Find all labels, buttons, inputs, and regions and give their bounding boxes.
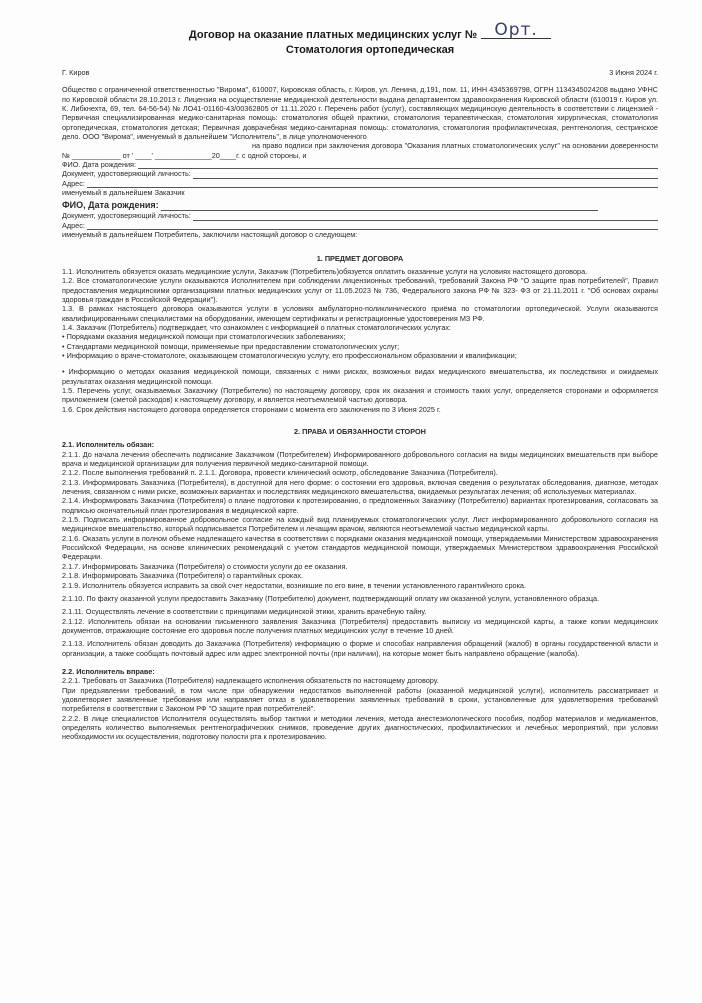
clause-2-1-13: 2.1.13. Исполнитель обязан доводить до Заказчика (Потребителя) информацию о форме и способах направления обращений (жалоб) в органы государственной власти и организации, а также сообщать почтовый адрес или адрес электронной почты (при наличии), на которые может быть направлено обращение (жалоба).	[62, 639, 658, 658]
clause-2-1-4: 2.1.4. Информировать Заказчика (Потребителя) о плане подготовки к протезированию, о предложенных Заказчику (Потребителю) вариантах протезирования, согласовать за подписью окончательный план протезирования в медицинской карте.	[62, 496, 658, 515]
place-date-row	[62, 68, 658, 77]
clause-1-3: 1.3. В рамках настоящего договора оказываются услуги в условиях амбулаторно-поликлинического приёма по стоматологии ортопедической. Услуги оказываются квалифицированными специалистами на оборудовании, имеющем сертификаты и регистрационные удостоверения МЗ РФ.	[62, 304, 658, 323]
clause-1-5: 1.5. Перечень услуг, оказываемых Заказчику (Потребителю) по настоящему договору, срок их оказания и стоимость таких услуг, определяется сторонами и оформляется приложением (сметой расходов) к настоящему договору, и является неотъемлемой частью договора.	[62, 385, 658, 405]
spacer	[62, 360, 658, 367]
patient-document-line	[193, 212, 658, 221]
bullet-doctor-info: • Информацию о враче-стоматологе, оказывающем стоматологическую услугу, его профессиональном образовании и квалификации;	[62, 350, 517, 360]
patient-document-label: Документ, удостоверяющий личность:	[62, 211, 191, 221]
customer-role: именуемый в дальнейшем Заказчик	[62, 188, 185, 198]
patient-fio-line	[161, 202, 598, 211]
contract-subtitle: Стоматология ортопедическая	[285, 44, 455, 56]
bullet-procedures: • Порядками оказания медицинской помощи при стоматологических заболеваниях;	[62, 332, 346, 342]
clause-2-1-10: 2.1.10. По факту оказанной услуги предоставить Заказчику (Потребителю) документ, подтверждающий оплату им оказанной услуги, установленного образца.	[62, 593, 600, 603]
intro-paragraph: Общество с ограниченной ответственностью "Вирома", 610007, Кировская область, г. Киров, ул. Ленина, д.191, пом. 11, ИНН 4345369798, ОГРН 1134345024208 выдано УФНС по Кировской области 28.10.2013 г. Лицензия на осуществление медицинской деятельности выдана департаментом здравоохранения Кировской области (610019 г. Киров ул. К. Либкнехта, 69, тел. 64-56-54) № ЛО41-01160-43/00362805 от 11.11.2020 г. Перечень работ (услуг), составляющих медицинскую деятельность в соответствии с лицензией - Первичная специализированная медико-санитарная помощь: стоматология общей практики, стоматология терапевтическая, стоматология хирургическая, стоматология ортопедическая, стоматология детская; Первичная доврачебная медико-санитарная помощь: стоматология, стоматология профилактическая, рентгенология, сестринское дело. ООО "Вирома", именуемый в дальнейшем "Исполнитель", в лице уполномоченного	[62, 85, 658, 142]
clause-2-1-9: 2.1.9. Исполнитель обязуется исправить за свой счет недостатки, возникшие по его вине, в течении установленного гарантийного срока.	[62, 580, 527, 590]
section-2-heading: 2. ПРАВА И ОБЯЗАННОСТИ СТОРОН	[294, 427, 426, 436]
clause-2-1-7: 2.1.7. Информировать Заказчика (Потребителя) о стоимости услуги до ее оказания.	[62, 561, 348, 571]
customer-address-line	[87, 179, 658, 188]
clause-2-1-2: 2.1.2. После выполнения требований п. 2.1.1. Договора, провести клинический осмотр, обследование Заказчика (Потребителя).	[62, 468, 498, 478]
patient-fio-label: ФИО, Дата рождения:	[62, 200, 159, 211]
customer-address-label: Адрес:	[62, 178, 85, 188]
section-2-1-heading: 2.1. Исполнитель обязан:	[62, 440, 155, 450]
customer-fio-line	[138, 160, 658, 169]
section-1-heading: 1. ПРЕДМЕТ ДОГОВОРА	[316, 253, 404, 263]
customer-document-line	[193, 170, 658, 179]
clause-1-4: 1.4. Заказчик (Потребитель) подтверждает, что ознакомлен с информацией о платных стоматологических услугах:	[62, 322, 452, 332]
clause-1-1: 1.1. Исполнитель обязуется оказать медицинские услуги, Заказчик (Потребитель)обязуется оплатить оказанные услуги на условиях настоящего договора.	[62, 266, 588, 276]
customer-document-label: Документ, удостоверяющий личность:	[62, 169, 191, 179]
intro-authority: на право подписи при заключения договора "Оказания платных стоматологических услуг" на основании доверенности № ____________ от ' ____' ______________20____г. с одной стороны, и	[62, 141, 658, 160]
patient-fio-field	[62, 199, 658, 211]
clause-2-1-5: 2.1.5. Подписать информированное добровольное согласие на каждый вид планируемых стоматологических услуг. Лист информированного добровольного согласия на медицинское вмешательство, который подписывается Потребителем и лечащим врачом, являются неотъемлемой частью медицинской карты.	[62, 515, 658, 534]
patient-role: именуемый в дальнейшем Потребитель, заключили настоящий договор о следующем:	[62, 230, 358, 240]
patient-address-field	[62, 221, 658, 230]
clause-2-2-2: 2.2.2. В лице специалистов Исполнителя осуществлять выбор тактики и методики лечения, метода анестезиологического пособия, подбор материалов и медикаментов, определять количество выполняемых рентгенографических снимков, проведение других диагностических, профилактических и лечебных мероприятий, при условии необходимости их осуществления, подготовку полости рта к протезированию.	[62, 713, 658, 742]
patient-document-field	[62, 211, 658, 220]
contract-title-text: Договор на оказание платных медицинских услуг №	[188, 29, 478, 41]
contract-title	[82, 20, 658, 43]
clause-2-1-8: 2.1.8. Информировать Заказчика (Потребителя) о гарантийных сроках.	[62, 571, 303, 581]
customer-address-field	[62, 179, 658, 188]
bullet-standards: • Стандартами медицинской помощи, применяемые при предоставлении стоматологических услуг;	[62, 341, 400, 351]
clause-2-1-1: 2.1.1. До начала лечения обеспечить подписание Заказчиком (Потребителем) Информированного добровольного согласия на виды медицинских вмешательств при выборе врача и медицинской организации для получения первичной медико-санитарной помощи.	[62, 449, 658, 469]
clause-1-2: 1.2. Все стоматологические услуги оказываются Исполнителем при соблюдении лицензионных требований, требований Закона РФ "О защите прав потребителей", Правил предоставления медицинскими организациями платных медицинских услуг от 11.05.2023 № 736, Федерального закона РФ № 323- ФЗ от 21.11.2011 г. "Об основах охраны здоровья граждан в Российской Федерации").	[62, 276, 658, 304]
clause-1-6: 1.6. Срок действия настоящего договора определяется сторонами с момента его заключения по 3 Июня 2025 г.	[62, 404, 441, 414]
clause-2-1-3: 2.1.3. Информировать Заказчика (Потребителя), в доступной для него форме: о состоянии его здоровья, включая сведения о результатах обследования, диагнозе, методах лечения, связанном с ними риске, возможных вариантах и последствиях медицинского вмешательства, ожидаемых результатах лечения; об используемых материалах.	[62, 477, 658, 497]
clause-2-2-1-continued: При предъявлении требований, в том числе при обнаружении недостатков выполненной работы (оказанной медицинской услуги), исполнитель рассматривает и удовлетворяет заявленные требования или направляет отказ в удовлетворении заявленных требований в сроки, установленные для удовлетворения требований потребителя в соответствии с Законом РФ "О защите прав потребителей".	[62, 685, 658, 714]
section-2-2-heading: 2.2. Исполнитель вправе:	[62, 666, 155, 676]
clause-2-1-11: 2.1.11. Осуществлять лечение в соответствии с принципами медицинской этики, хранить врачебную тайну.	[62, 607, 427, 617]
clause-2-1-12: 2.1.12. Исполнитель обязан на основании письменного заявления Заказчика (Потребителя) предоставить выписку из медицинской карты, а также копии медицинских документов, отражающие состояние его здоровья после получения платных медицинских услуг в течение 10 дней.	[62, 616, 658, 635]
customer-document-field	[62, 169, 658, 178]
patient-address-line	[87, 221, 658, 230]
customer-fio-label: ФИО. Дата рождения:	[62, 160, 137, 170]
city: Г. Киров	[62, 68, 90, 77]
clause-2-2-1: 2.2.1. Требовать от Заказчика (Потребителя) надлежащего исполнения обязательств по настоящему договору.	[62, 676, 439, 686]
contract-number: Орт.	[481, 23, 551, 39]
customer-fio-field	[62, 160, 658, 169]
contract-date: 3 Июня 2024 г.	[609, 68, 658, 77]
bullet-methods: • Информацию о методах оказания медицинской помощи, связанных с ними рисках, возможных видах медицинского вмешательства, их последствиях и ожидаемых результатах оказания медицинской помощи.	[62, 367, 658, 386]
clause-2-1-6: 2.1.6. Оказать услуги в полном объеме надлежащего качества в соответствии с порядками оказания медицинской помощи, утверждаемыми Министерством здравоохранения Российской Федерации, на основе клинических рекомендаций с учетом стандартов медицинской помощи, утверждаемых Министерством здравоохранения Российской Федерации.	[62, 533, 658, 562]
patient-address-label: Адрес:	[62, 220, 85, 230]
